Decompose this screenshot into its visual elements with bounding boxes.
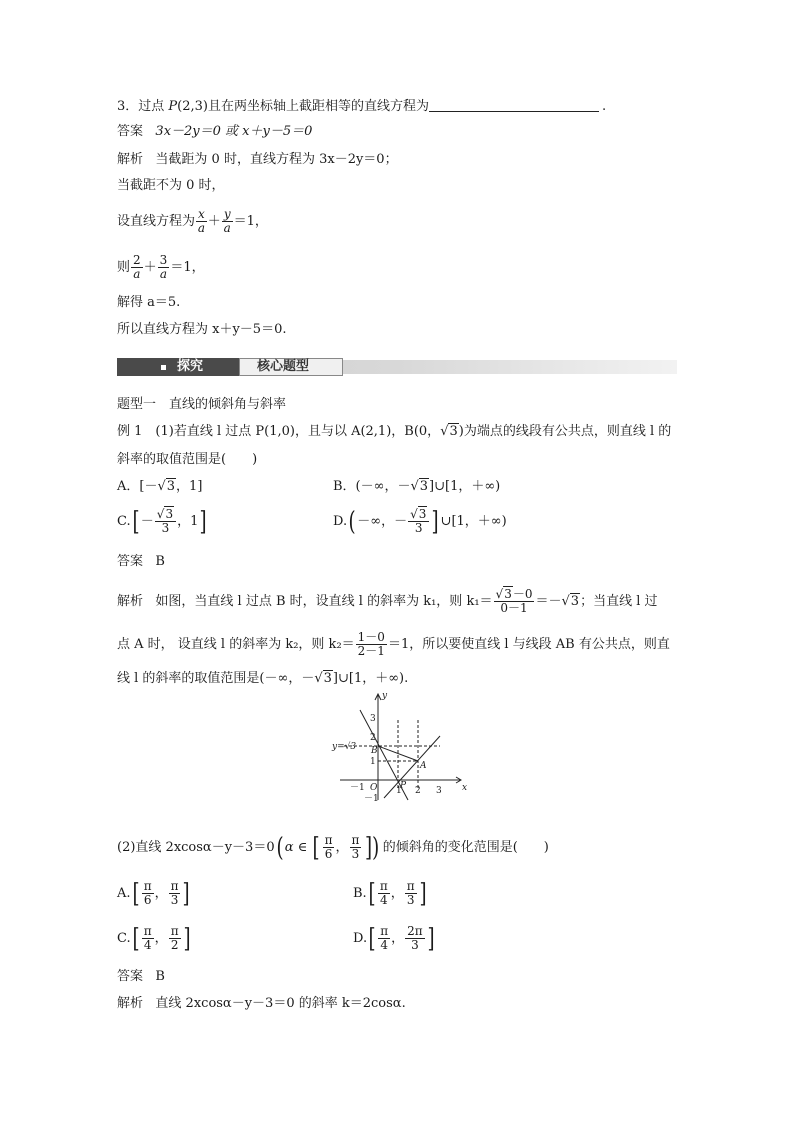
option-d[interactable]: D.[ $\frac{\pi}{4}$ ， $\frac{2\pi}{3}$ ] [353, 923, 435, 954]
option-b[interactable]: B．(－∞，－√3]∪[1，＋∞) [333, 479, 501, 494]
fraction-3-over-a: $\frac{3}{a}$ [159, 253, 168, 281]
y-axis-label: y [382, 691, 388, 701]
answer-blank[interactable] [429, 97, 599, 112]
fraction-2-over-a: $\frac{2}{a}$ [133, 253, 141, 281]
example-1-answer: 答案 B [117, 554, 165, 569]
option-d[interactable]: D.( －∞，－ $\frac{√3}{3}$ ] ∪[1，＋∞) [333, 506, 507, 537]
example-1-analysis-1: 解析 如图，当直线 l 过点 B 时，设直线 l 的斜率为 k₁，则 k₁＝ $\frac{√3-0}{0-1}$ ＝－√3；当直线 l 过 [117, 587, 658, 615]
x-tick-label: 3 [436, 786, 442, 796]
q3-stem [117, 97, 606, 116]
point-p-label: P [400, 781, 407, 791]
y-tick-label: －1 [364, 794, 379, 804]
x-axis-label: x [462, 783, 468, 793]
option-b[interactable]: B.[ $\frac{\pi}{4}$ ， $\frac{\pi}{3}$ ] [353, 878, 427, 909]
option-c[interactable]: C.[ $\frac{\pi}{4}$ ， $\frac{\pi}{2}$ ] [117, 923, 191, 954]
segment-ab [378, 746, 418, 761]
q3-analysis-6: 所以直线方程为 x＋y－5＝0. [117, 322, 287, 337]
q3-stem-text: (2,3)且在两坐标轴上截距相等的直线方程为 [177, 99, 429, 114]
example-1-analysis-3: 线 l 的斜率的取值范围是(－∞，－√3]∪[1，＋∞). [117, 671, 409, 686]
q3-point-label: P [168, 99, 178, 114]
analysis-text: 设直线方程为 [117, 214, 196, 229]
banner-bullet-icon [161, 365, 166, 370]
part-2-answer: 答案 B [117, 969, 165, 984]
y-tick-label: 1 [370, 757, 376, 767]
line-through-a [384, 736, 440, 798]
point-a-label: A [420, 761, 427, 771]
banner-left-title: 探究 [177, 359, 204, 374]
y-tick-label: 3 [370, 714, 376, 724]
example-1-line-2: 斜率的取值范围是( ) [117, 452, 258, 467]
option-a[interactable]: A．[－√3，1] [117, 479, 203, 494]
banner-right-title: 核心题型 [257, 359, 310, 374]
point-b-label: B [371, 746, 378, 756]
fraction-y-over-a: $\frac{y}{a}$ [223, 207, 231, 235]
q3-stem-prefix: 3．过点 [117, 99, 169, 114]
example-1-part-2: (2)直线 2xcosα－y－3＝0( α ∈ [ $\frac{\pi}{6}$ ， $\frac{\pi}{3}$ ]) 的倾斜角的变化范围是( ) [117, 832, 549, 863]
q3-answer [117, 123, 312, 141]
q3-analysis-3: 设直线方程为 $\frac{x}{a}$ ＋ $\frac{y}{a}$ ＝1， [117, 207, 268, 235]
x-tick-label: 2 [415, 786, 421, 796]
analysis-label: 解析 [117, 152, 144, 167]
y-sqrt3-label: y=√3 [332, 742, 357, 752]
answer-text: 3x－2y＝0 或 x＋y－5＝0 [155, 124, 313, 139]
x-tick-label: 1 [396, 786, 402, 796]
y-tick-label: 2 [370, 733, 376, 743]
option-a[interactable]: A.[ $\frac{\pi}{6}$ ， $\frac{\pi}{3}$ ] [117, 878, 191, 909]
example-1-line-1: 例 1 (1)若直线 l 过点 P(1,0)，且与以 A(2,1)，B(0，√3)为端点的线段有公共点，则直线 l 的 [117, 424, 672, 439]
option-c[interactable]: C.[ － $\frac{√3}{3}$ ，1] [117, 506, 208, 537]
answer-label: 答案 [117, 124, 144, 139]
q3-analysis-1 [117, 151, 398, 169]
example-1-analysis-2: 点 A 时， 设直线 l 的斜率为 k₂，则 k₂＝ $\frac{1-0}{2-1}$ ＝1，所以要使直线 l 与线段 AB 有公共点，则直 [117, 630, 670, 658]
x-tick-label: －1 [350, 783, 365, 793]
part-2-analysis: 解析 直线 2xcosα－y－3＝0 的斜率 k＝2cosα. [117, 996, 406, 1011]
fraction-x-over-a: $\frac{x}{a}$ [197, 207, 205, 235]
coordinate-graph [330, 690, 470, 805]
q3-stem-end: . [601, 99, 607, 114]
analysis-text: 当截距为 0 时，直线方程为 3x－2y＝0； [155, 152, 398, 167]
q3-analysis-2: 当截距不为 0 时， [117, 178, 225, 193]
section-title: 题型一 直线的倾斜角与斜率 [117, 397, 287, 412]
q3-analysis-5: 解得 a＝5. [117, 295, 181, 310]
origin-label: O [370, 783, 378, 793]
q3-analysis-4: 则 $\frac{2}{a}$ ＋ $\frac{3}{a}$ ＝1， [117, 253, 205, 281]
section-banner [117, 357, 677, 379]
